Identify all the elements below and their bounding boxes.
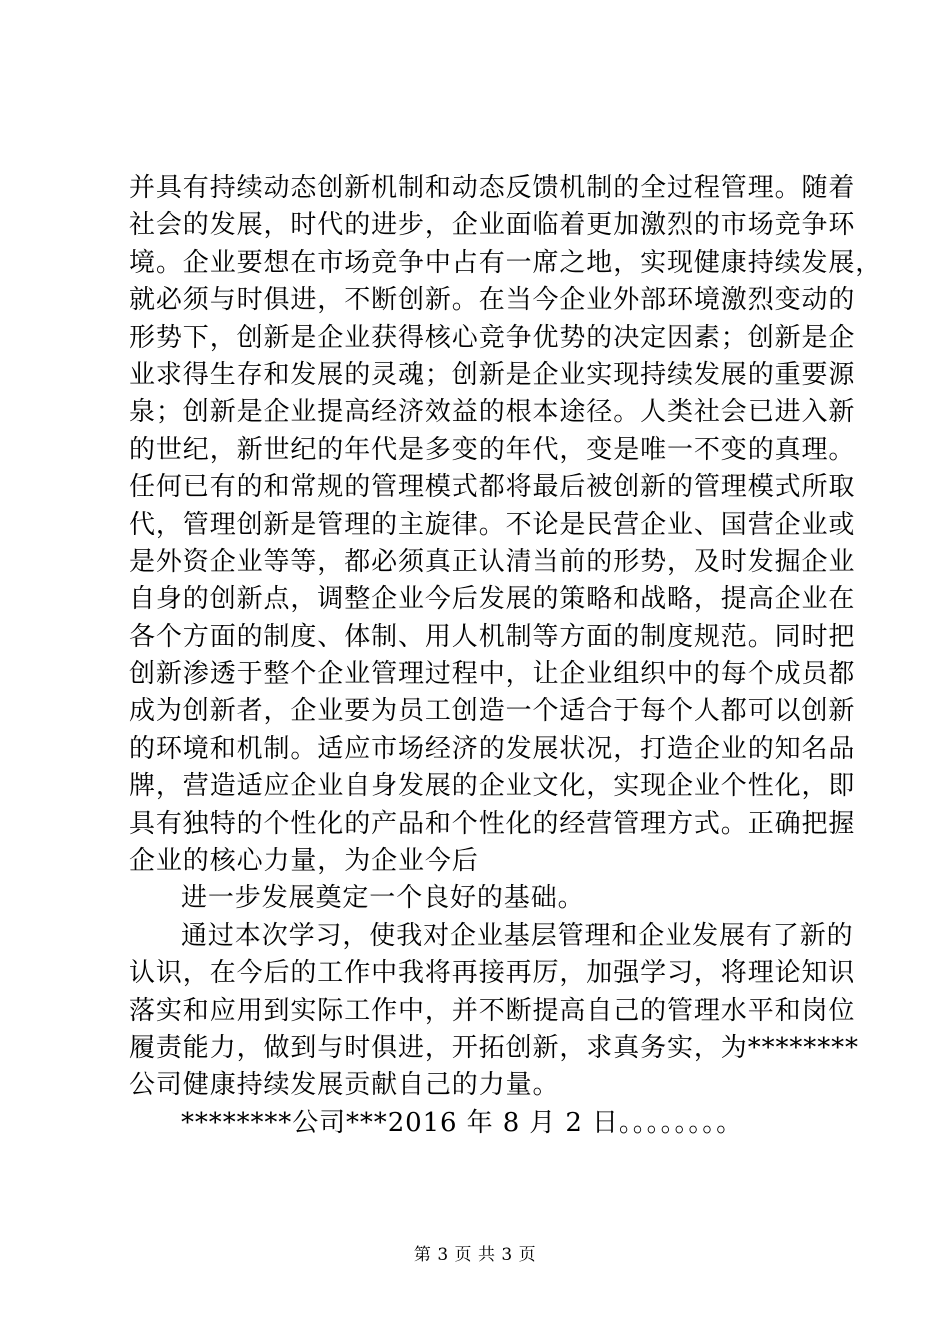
text-line: 就必须与时俱进，不断创新。在当今企业外部环境激烈变动的 (129, 285, 856, 316)
text-line: 境。企业要想在市场竞争中占有一席之地，实现健康持续发展， (129, 247, 883, 278)
signature-date-line: ********公司***2016 年 8 月 2 日。。。。。。。。 (181, 1107, 744, 1138)
text-line: 社会的发展，时代的进步，企业面临着更加激烈的市场竞争环 (129, 210, 856, 241)
text-line: 成为创新者，企业要为员工创造一个适合于每个人都可以创新 (129, 696, 856, 727)
text-line: 落实和应用到实际工作中，并不断提高自己的管理水平和岗位 (129, 995, 856, 1026)
text-line: 的世纪，新世纪的年代是多变的年代，变是唯一不变的真理。 (129, 434, 856, 465)
text-line: 代，管理创新是管理的主旋律。不论是民营企业、国营企业或 (129, 509, 856, 540)
paragraph-first-line: 通过本次学习，使我对企业基层管理和企业发展有了新的 (181, 920, 854, 951)
page-footer (0, 1243, 950, 1267)
text-line: 认识，在今后的工作中我将再接再厉，加强学习，将理论知识 (129, 958, 856, 989)
text-line: 任何已有的和常规的管理模式都将最后被创新的管理模式所取 (129, 472, 856, 503)
text-line: 是外资企业等等，都必须真正认清当前的形势，及时发掘企业 (129, 546, 856, 577)
text-line: 公司健康持续发展贡献自己的力量。 (129, 1070, 560, 1101)
paragraph-first-line: 进一步发展奠定一个良好的基础。 (181, 883, 585, 914)
page-number-label: 第 3 页 共 3 页 (413, 1245, 537, 1265)
text-line: 并具有持续动态创新机制和动态反馈机制的全过程管理。随着 (129, 173, 856, 203)
text-line: 形势下，创新是企业获得核心竞争优势的决定因素；创新是企 (129, 322, 856, 353)
text-line: 履责能力，做到与时俱进，开拓创新，求真务实，为******** (129, 1032, 859, 1063)
text-line: 各个方面的制度、体制、用人机制等方面的制度规范。同时把 (129, 621, 856, 652)
text-line: 具有独特的个性化的产品和个性化的经营管理方式。正确把握 (129, 808, 856, 839)
text-line: 创新渗透于整个企业管理过程中，让企业组织中的每个成员都 (129, 659, 856, 690)
text-line: 牌，营造适应企业自身发展的企业文化，实现企业个性化，即 (129, 771, 856, 802)
text-line: 企业的核心力量，为企业今后 (129, 846, 479, 877)
text-line: 的环境和机制。适应市场经济的发展状况，打造企业的知名品 (129, 733, 856, 764)
text-line: 泉；创新是企业提高经济效益的根本途径。人类社会已进入新 (129, 397, 856, 428)
text-line: 业求得生存和发展的灵魂；创新是企业实现持续发展的重要源 (129, 359, 856, 390)
document-body (129, 170, 883, 1142)
text-line: 自身的创新点，调整企业今后发展的策略和战略，提高企业在 (129, 584, 856, 615)
